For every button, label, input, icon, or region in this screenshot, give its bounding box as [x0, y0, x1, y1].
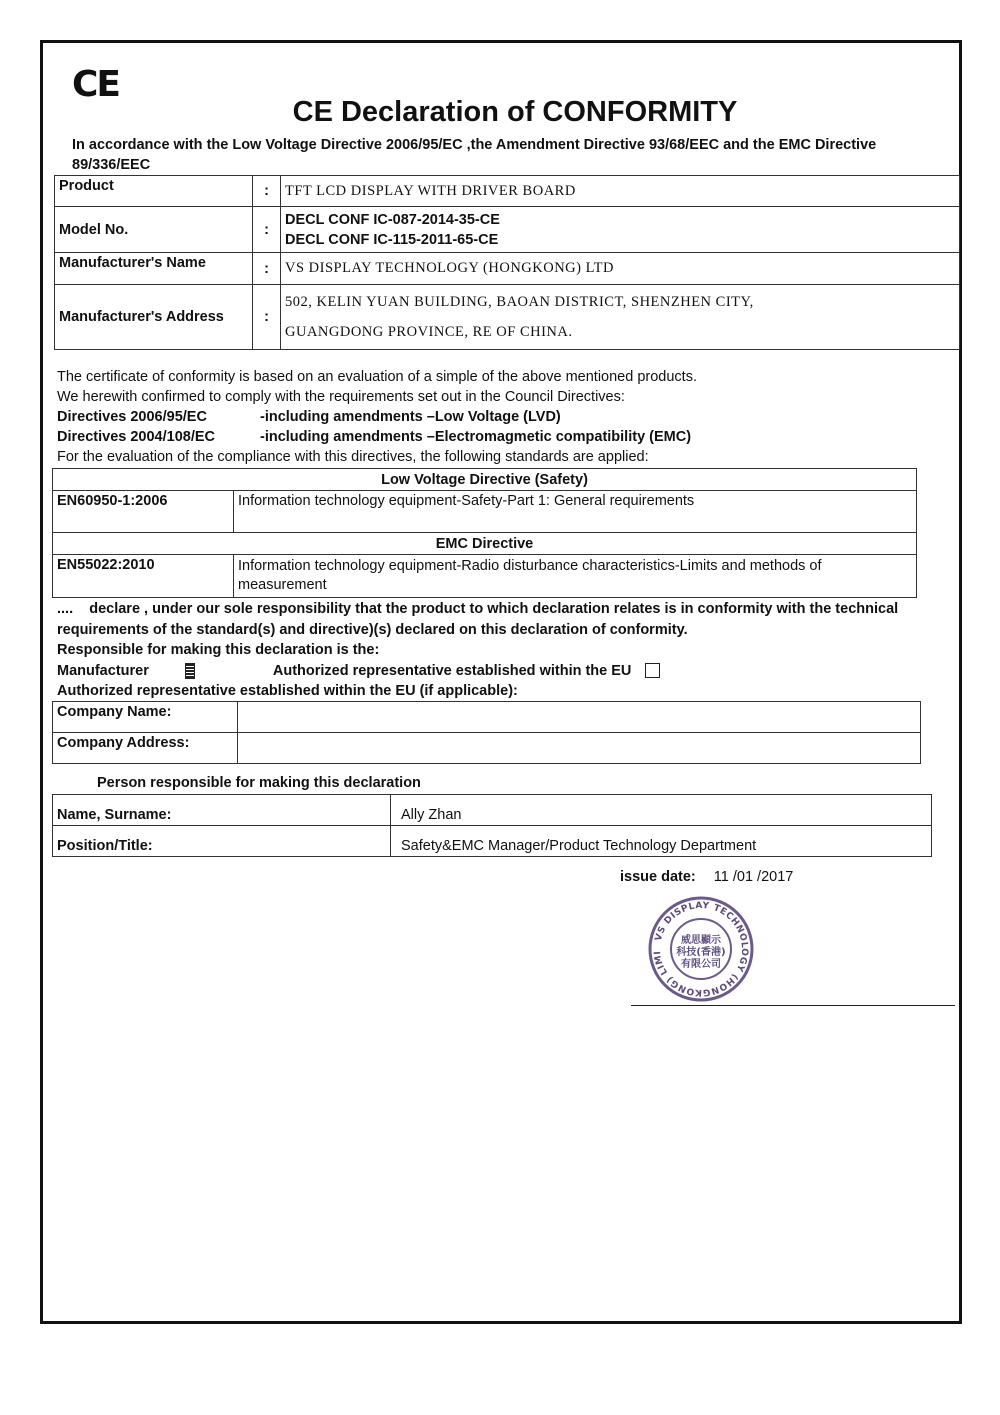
svg-text:VS DISPLAY TECHNOLOGY (HONGKON: VS DISPLAY TECHNOLOGY (HONGKONG) LIMI [653, 900, 750, 998]
product-label: Product [55, 176, 253, 207]
company-address-row [53, 733, 921, 764]
issue-date [620, 869, 793, 885]
authorized-option-label: Authorized representative established within the EU [272, 662, 632, 679]
position-value: Safety&EMC Manager/Product Technology Department [391, 826, 932, 857]
evaluation-text [57, 367, 937, 467]
position-row [53, 826, 932, 857]
manufacturer-checkbox[interactable] [185, 663, 195, 679]
manufacturer-option-label: Manufacturer [57, 662, 149, 679]
colon: : [253, 176, 281, 207]
company-seal-stamp [647, 895, 755, 1003]
lvd-header-row [53, 469, 917, 491]
directive-2-code: Directives 2004/108/EC [57, 429, 215, 445]
model-value-2: DECL CONF IC-115-2011-65-CE [285, 231, 499, 248]
position-label: Position/Title: [53, 826, 391, 857]
name-row [53, 795, 932, 826]
model-row [55, 207, 960, 253]
company-address-field[interactable] [238, 733, 921, 764]
signature-line [631, 1005, 955, 1006]
colon: : [253, 285, 281, 350]
declaration-block [57, 599, 927, 702]
emc-header-row [53, 533, 917, 555]
manufacturer-address-row [55, 285, 960, 350]
document-title: CE Declaration of CONFORMITY [292, 96, 738, 128]
directive-2-desc: -including amendments –Electromagmetic compatibility (EMC) [260, 429, 692, 445]
manufacturer-name-value: VS DISPLAY TECHNOLOGY (HONGKONG) LTD [281, 253, 960, 285]
company-name-label: Company Name: [53, 702, 238, 733]
issue-date-value: 11 /01 /2017 [713, 869, 794, 885]
lvd-standard-row [53, 491, 917, 533]
lvd-standard-desc: Information technology equipment-Safety-Part 1: General requirements [234, 491, 917, 533]
manufacturer-name-label: Manufacturer's Name [55, 253, 253, 285]
evaluation-line-2: We herewith confirmed to comply with the requirements set out in the Council Directives: [57, 389, 625, 405]
company-name-row [53, 702, 921, 733]
product-row [55, 176, 960, 207]
declaration-statement: .... declare , under our sole responsibility that the product to which declaration relates is in conformity with the technical requirements of the standard(s) and directive)(s) declared on this declaration of conformity. [57, 601, 903, 638]
colon: : [253, 207, 281, 253]
ce-mark-logo: CE [72, 64, 120, 105]
responsible-options [57, 661, 927, 682]
company-address-label: Company Address: [53, 733, 238, 764]
authorized-heading: Authorized representative established within the EU (if applicable): [57, 683, 518, 699]
emc-standard-row [53, 555, 917, 598]
name-value: Ally Zhan [391, 795, 932, 826]
emc-header: EMC Directive [53, 533, 917, 555]
evaluation-line-1: The certificate of conformity is based on an evaluation of a simple of the above mentioned products. [57, 369, 697, 385]
manufacturer-address-label: Manufacturer's Address [55, 285, 253, 350]
product-table [54, 175, 960, 350]
person-heading: Person responsible for making this declaration [97, 775, 421, 791]
colon: : [253, 253, 281, 285]
product-value: TFT LCD DISPLAY WITH DRIVER BOARD [281, 176, 960, 207]
company-name-field[interactable] [238, 702, 921, 733]
directive-row-1 [57, 407, 937, 427]
standards-table [52, 468, 917, 598]
manufacturer-address-line2: GUANGDONG PROVINCE, RE OF CHINA. [285, 324, 573, 340]
emc-standard-desc: Information technology equipment-Radio disturbance characteristics-Limits and methods of measurement [234, 555, 917, 598]
manufacturer-name-row [55, 253, 960, 285]
lvd-header: Low Voltage Directive (Safety) [53, 469, 917, 491]
issue-date-label: issue date: [620, 869, 696, 885]
svg-text:科技(香港): 科技(香港) [676, 947, 726, 958]
authorized-checkbox[interactable] [645, 663, 660, 678]
manufacturer-address-line1: 502, KELIN YUAN BUILDING, BAOAN DISTRICT, SHENZHEN CITY, [285, 294, 754, 310]
evaluation-line-3: For the evaluation of the compliance with this directives, the following standards are applied: [57, 449, 649, 465]
person-table [52, 794, 932, 857]
company-table [52, 701, 921, 764]
model-value-1: DECL CONF IC-087-2014-35-CE [285, 211, 500, 228]
name-label: Name, Surname: [53, 795, 391, 826]
intro-text: In accordance with the Low Voltage Directive 2006/95/EC ,the Amendment Directive 93/68/EEC and the EMC Directive 89/336/EEC [72, 137, 877, 173]
svg-text:威思顯示: 威思顯示 [681, 935, 721, 946]
responsible-text: Responsible for making this declaration is the: [57, 642, 380, 658]
directive-1-code: Directives 2006/95/EC [57, 409, 207, 425]
lvd-standard-code: EN60950-1:2006 [53, 491, 234, 533]
emc-standard-code: EN55022:2010 [53, 555, 234, 598]
directive-1-desc: -including amendments –Low Voltage (LVD) [260, 409, 561, 425]
model-label: Model No. [55, 207, 253, 253]
directive-row-2 [57, 427, 937, 447]
svg-text:有限公司: 有限公司 [681, 959, 721, 970]
